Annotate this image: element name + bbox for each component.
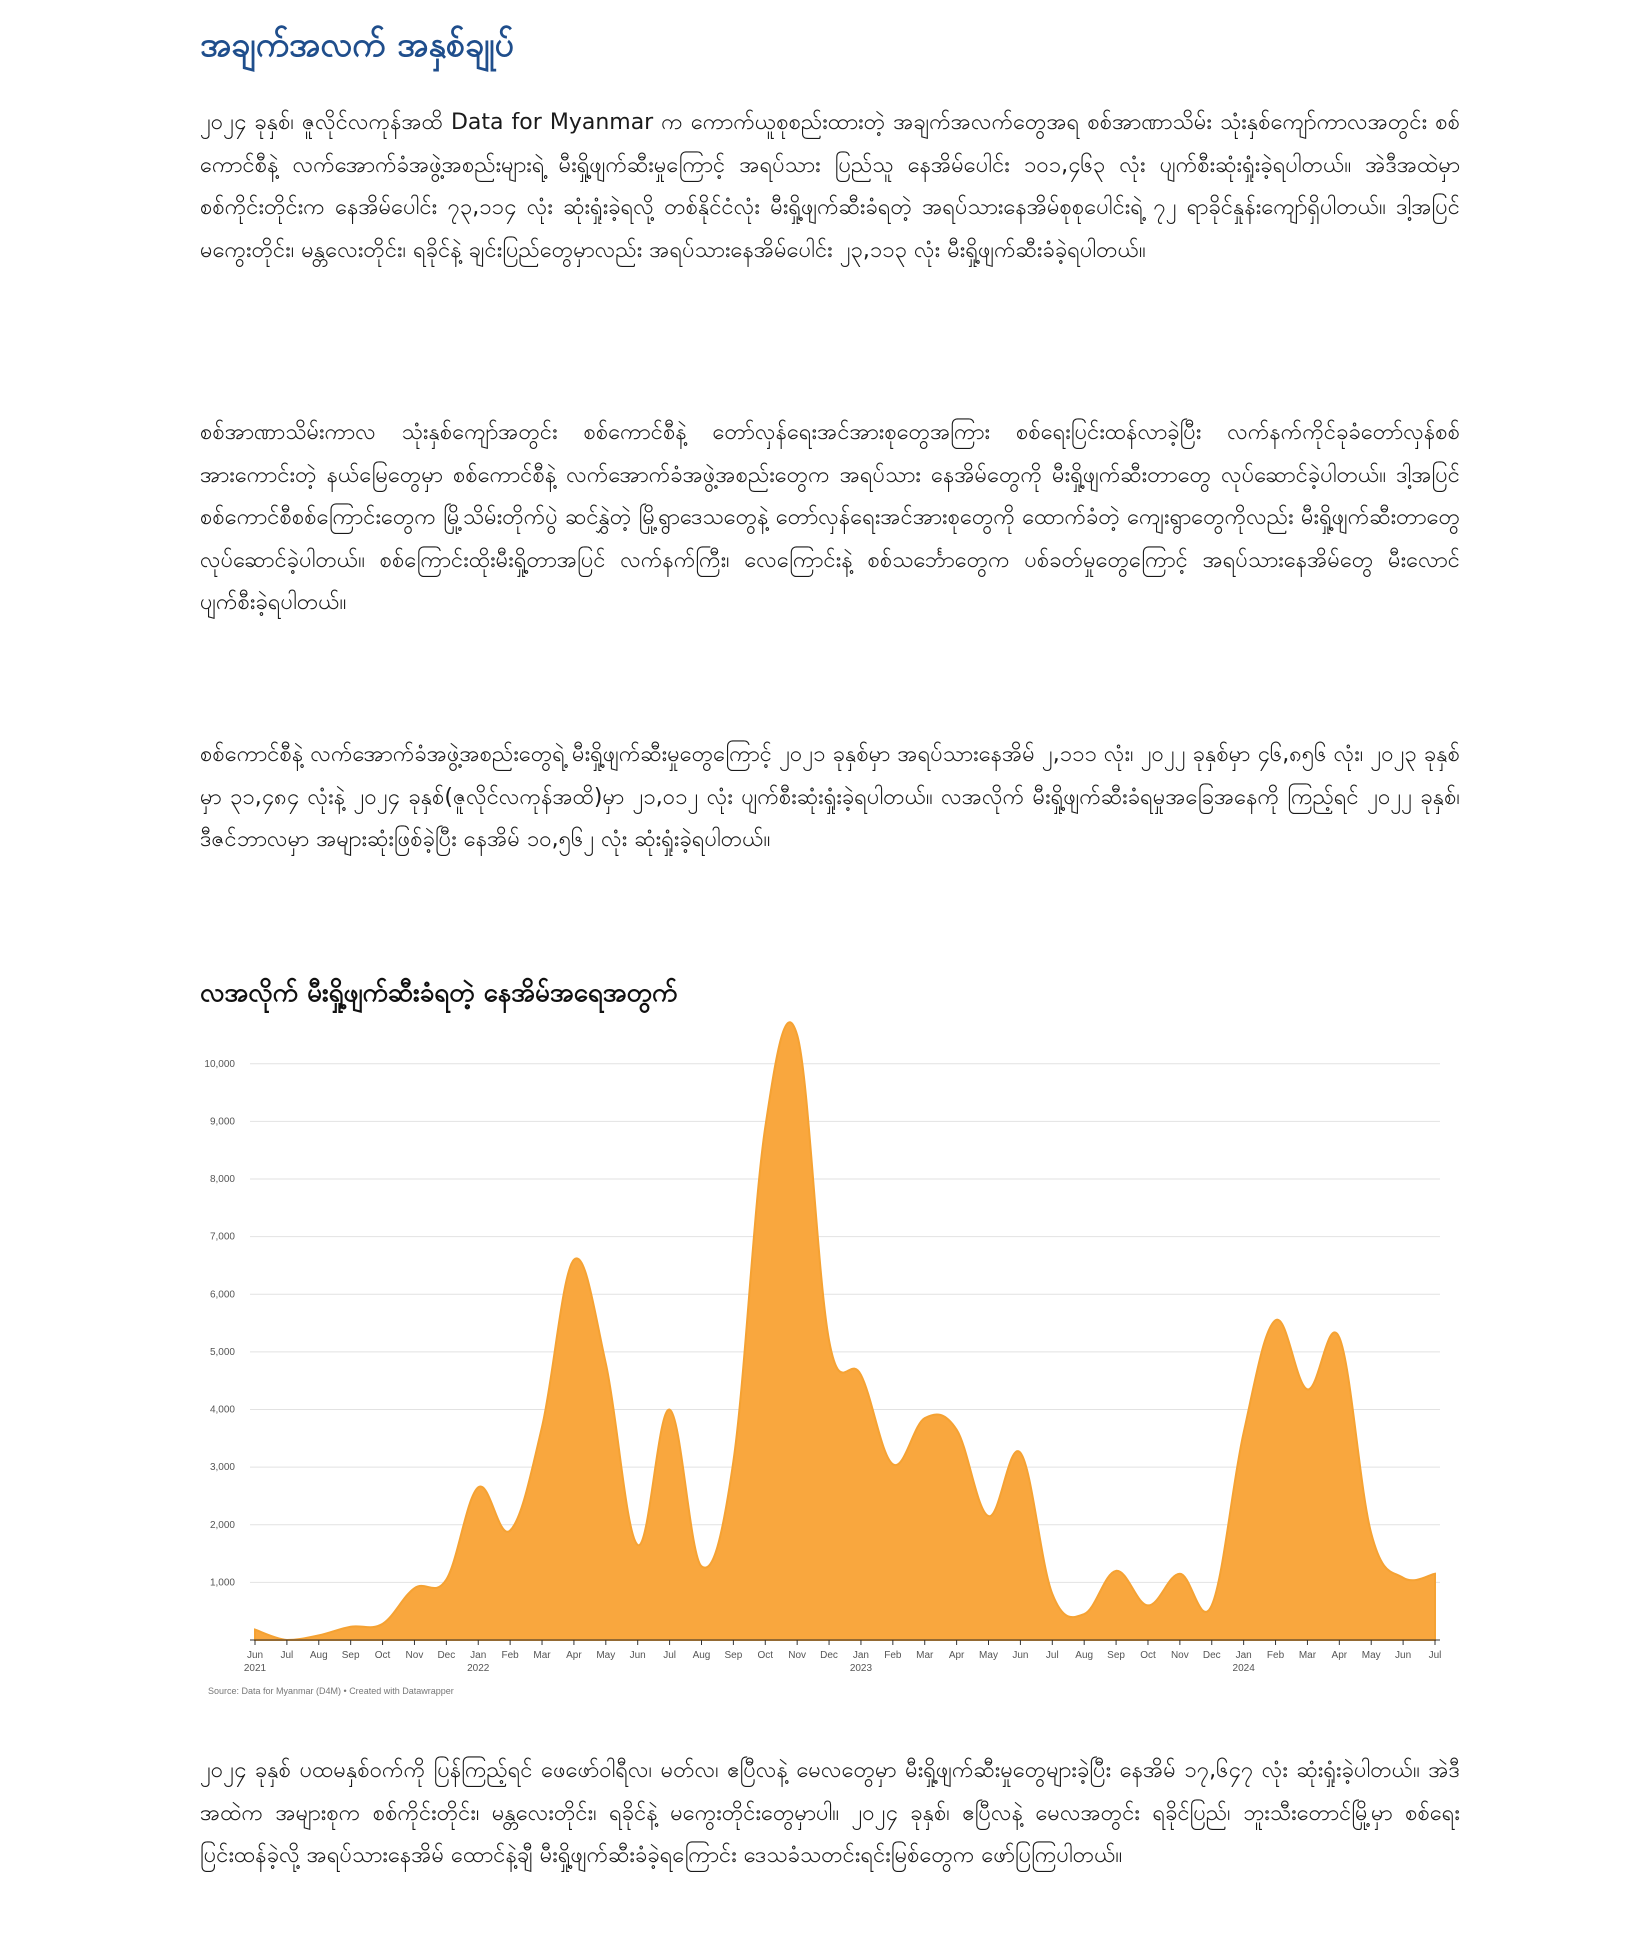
- x-tick-label: Jan: [852, 1650, 870, 1661]
- y-tick-label: 5,000: [209, 1346, 235, 1358]
- x-tick-label: Aug: [692, 1650, 711, 1661]
- paragraph-4: ၂၀၂၄ ခုနှစ် ပထမနှစ်ဝက်ကို ပြန်ကြည့်ရင် ဖေဖော်ဝါရီလ၊ မတ်လ၊ ဧပြီလနဲ့ မေလတွေမှာ မီးရှို့ဖျက်ဆီးမှုတွေများခဲ့ပြီး နေအိမ် ၁၇,၆၄၇ လုံး ဆုံးရှုံးခဲ့ပါတယ်။ အဲဒီအထဲက အများစုက စစ်ကိုင်းတိုင်း၊ မန္တလေးတိုင်း၊ ရခိုင်နဲ့ မကွေးတိုင်းတွေမှာပါ။ ၂၀၂၄ ခုနှစ်၊ ဧပြီလနဲ့ မေလအတွင်း ရခိုင်ပြည်၊ ဘူးသီးတောင်မြို့မှာ စစ်ရေးပြင်းထန်ခဲ့လို့ အရပ်သားနေအိမ် ထောင်နဲ့ချီ မီးရှို့ဖျက်ဆီးခံခဲ့ရကြောင်း ဒေသခံသတင်းရင်းမြစ်တွေက ဖော်ပြကြပါတယ်။: [200, 1758, 1460, 1868]
- x-tick-label: Sep: [1107, 1650, 1125, 1661]
- x-tick-label: Jan: [1235, 1650, 1252, 1661]
- year-label: 2024: [1232, 1663, 1255, 1674]
- x-tick-label: Apr: [566, 1650, 582, 1661]
- y-tick-label: 10,000: [204, 1058, 235, 1070]
- x-tick-label: Mar: [916, 1650, 934, 1661]
- paragraph-2: စစ်အာဏာသိမ်းကာလ သုံးနှစ်ကျော်အတွင်း စစ်ကောင်စီနဲ့ တော်လှန်ရေးအင်အားစုတွေအကြား စစ်ရေးပြင်းထန်လာခဲ့ပြီး လက်နက်ကိုင်ခုခံတော်လှန်စစ် အားကောင်းတဲ့ နယ်မြေတွေမှာ စစ်ကောင်စီနဲ့ လက်အောက်ခံအဖွဲ့အစည်းတွေက အရပ်သား နေအိမ်တွေကို မီးရှို့ဖျက်ဆီးတာတွေ လုပ်ဆောင်ခဲ့ပါတယ်။ ဒါ့အပြင် စစ်ကောင်စီစစ်ကြောင်းတွေက မြို့သိမ်းတိုက်ပွဲ ဆင်နွှဲတဲ့ မြို့ရွာဒေသတွေနဲ့ တော်လှန်ရေးအင်အားစုတွေကို ထောက်ခံတဲ့ ကျေးရွာတွေကိုလည်း မီးရှို့ဖျက်ဆီးတာတွေ လုပ်ဆောင်ခဲ့ပါတယ်။ စစ်ကြောင်းထိုးမီးရှို့တာအပြင် လက်နက်ကြီး၊ လေကြောင်းနဲ့ စစ်သင်္ဘောတွေက ပစ်ခတ်မှုတွေကြောင့် အရပ်သားနေအိမ်တွေ မီးလောင်ပျက်စီးခဲ့ရပါတယ်။: [200, 420, 1460, 615]
- year-label: 2021: [243, 1663, 267, 1674]
- year-label: 2022: [467, 1663, 490, 1674]
- x-tick-label: May: [596, 1650, 616, 1661]
- x-tick-label: Nov: [788, 1650, 807, 1661]
- chart-y-axis: [204, 1059, 235, 1589]
- x-tick-label: Mar: [533, 1650, 551, 1661]
- y-tick-label: 8,000: [209, 1174, 235, 1186]
- x-tick-label: Jul: [663, 1650, 676, 1661]
- x-tick-label: Jul: [280, 1650, 294, 1661]
- x-tick-label: Dec: [820, 1650, 838, 1661]
- year-label: 2023: [849, 1663, 873, 1674]
- x-tick-label: Feb: [884, 1650, 902, 1661]
- x-tick-label: Jun: [1395, 1650, 1412, 1661]
- area-chart: [200, 1015, 1460, 1685]
- x-tick-label: Apr: [948, 1650, 965, 1661]
- x-tick-label: Nov: [1170, 1650, 1189, 1661]
- x-tick-label: Sep: [724, 1650, 743, 1661]
- chart-source: Source: Data for Myanmar (D4M) • Created with Datawrapper: [208, 1686, 454, 1696]
- chart-title: လအလိုက် မီးရှို့ဖျက်ဆီးခံရတဲ့ နေအိမ်အရေအတွက်: [200, 978, 678, 1008]
- x-tick-label: Jul: [1045, 1650, 1059, 1661]
- x-tick-label: Apr: [1331, 1650, 1348, 1661]
- x-tick-label: Jun: [246, 1650, 264, 1661]
- x-tick-label: Aug: [309, 1650, 328, 1661]
- x-tick-label: Aug: [1075, 1650, 1094, 1661]
- y-tick-label: 1,000: [209, 1577, 235, 1589]
- page-title: အချက်အလက် အနှစ်ချုပ်: [200, 25, 514, 65]
- y-tick-label: 4,000: [209, 1404, 235, 1416]
- x-tick-label: May: [1361, 1650, 1381, 1661]
- x-tick-label: Jul: [1428, 1650, 1442, 1661]
- x-tick-label: May: [979, 1650, 998, 1661]
- x-tick-label: Oct: [374, 1650, 391, 1661]
- paragraph-1: ၂၀၂၄ ခုနှစ်၊ ဇူလိုင်လကုန်အထိ Data for Myanmar က ကောက်ယူစုစည်းထားတဲ့ အချက်အလက်တွေအရ စစ်အာဏာသိမ်း သုံးနှစ်ကျော်ကာလအတွင်း စစ်ကောင်စီနဲ့ လက်အောက်ခံအဖွဲ့အစည်းများရဲ့ မီးရှို့ဖျက်ဆီးမှုကြောင့် အရပ်သား ပြည်သူ နေအိမ်ပေါင်း ၁၀၁,၄၆၃ လုံး ပျက်စီးဆုံးရှုံးခဲ့ရပါတယ်။ အဲဒီအထဲမှာ စစ်ကိုင်းတိုင်းက နေအိမ်ပေါင်း ၇၃,၁၁၄ လုံး ဆုံးရှုံးခဲ့ရလို့ တစ်နိုင်ငံလုံး မီးရှို့ဖျက်ဆီးခံရတဲ့ အရပ်သားနေအိမ်စုစုပေါင်းရဲ့ ၇၂ ရာခိုင်နှုန်းကျော်ရှိပါတယ်။ ဒါ့အပြင် မကွေးတိုင်း၊ မန္တလေးတိုင်း၊ ရခိုင်နဲ့ ချင်းပြည်တွေမှာလည်း အရပ်သားနေအိမ်ပေါင်း ၂၃,၁၁၃ လုံး မီးရှို့ဖျက်ဆီးခံခဲ့ရပါတယ်။: [200, 110, 1460, 263]
- chart-x-axis: [244, 1640, 1442, 1674]
- x-tick-label: Mar: [1298, 1650, 1317, 1661]
- x-tick-label: Sep: [341, 1650, 360, 1661]
- y-tick-label: 2,000: [209, 1519, 235, 1531]
- area-series: [255, 1022, 1435, 1640]
- paragraph-3: စစ်ကောင်စီနဲ့ လက်အောက်ခံအဖွဲ့အစည်းတွေရဲ့ မီးရှို့ဖျက်ဆီးမှုတွေကြောင့် ၂၀၂၁ ခုနှစ်မှာ အရပ်သားနေအိမ် ၂,၁၁၁ လုံး၊ ၂၀၂၂ ခုနှစ်မှာ ၄၆,၈၅၆ လုံး၊ ၂၀၂၃ ခုနှစ်မှာ ၃၁,၄၈၄ လုံးနဲ့ ၂၀၂၄ ခုနှစ်(ဇူလိုင်လကုန်အထိ)မှာ ၂၁,၀၁၂ လုံး ပျက်စီးဆုံးရှုံးခဲ့ရပါတယ်။ လအလိုက် မီးရှို့ဖျက်ဆီးခံရမှုအခြေအနေကို ကြည့်ရင် ၂၀၂၂ ခုနှစ်၊ ဒီဇင်ဘာလမှာ အများဆုံးဖြစ်ခဲ့ပြီး နေအိမ် ၁၀,၅၆၂ လုံး ဆုံးရှုံးခဲ့ရပါတယ်။: [200, 742, 1460, 852]
- x-tick-label: Feb: [501, 1650, 519, 1661]
- x-tick-label: Jan: [470, 1650, 487, 1661]
- y-tick-label: 6,000: [209, 1289, 235, 1301]
- x-tick-label: Jun: [629, 1650, 646, 1661]
- x-tick-label: Feb: [1266, 1650, 1285, 1661]
- x-tick-label: Oct: [1140, 1650, 1156, 1661]
- x-tick-label: Oct: [757, 1650, 774, 1661]
- x-tick-label: Nov: [405, 1650, 424, 1661]
- x-tick-label: Jun: [1012, 1650, 1029, 1661]
- y-tick-label: 3,000: [209, 1462, 235, 1474]
- y-tick-label: 9,000: [209, 1116, 235, 1128]
- x-tick-label: Dec: [1202, 1650, 1221, 1661]
- x-tick-label: Dec: [437, 1650, 456, 1661]
- y-tick-label: 7,000: [209, 1231, 235, 1243]
